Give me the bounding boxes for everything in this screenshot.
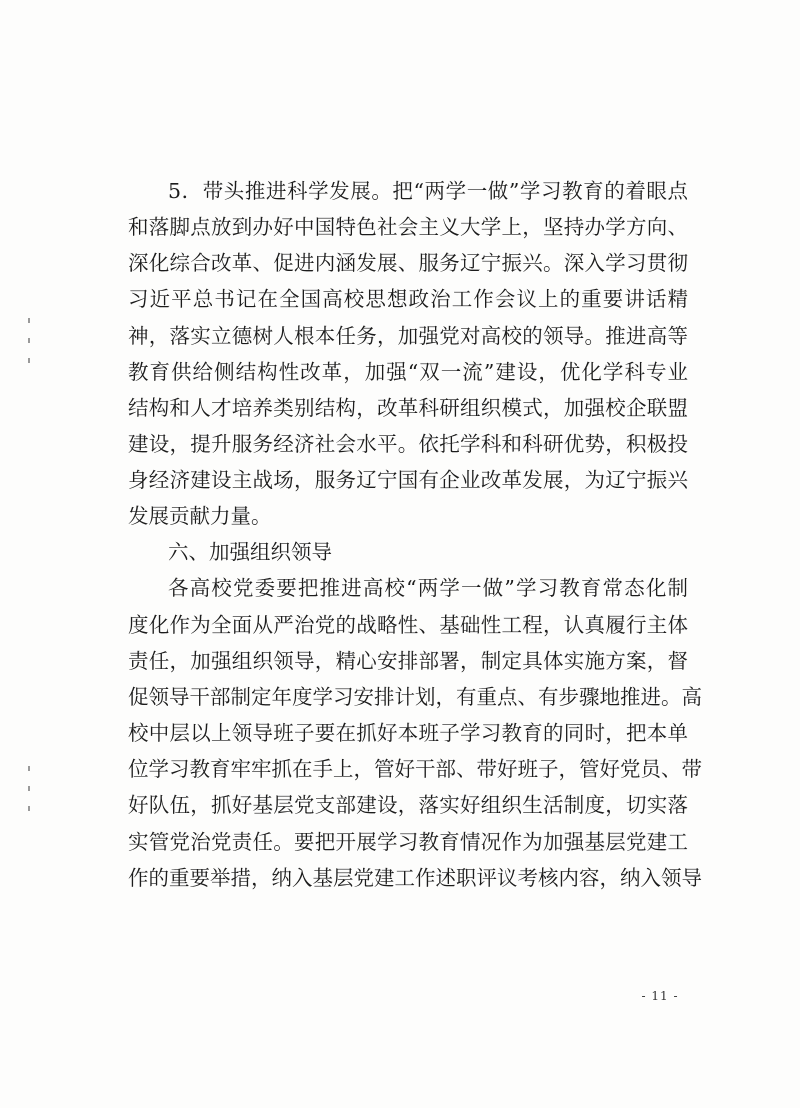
scan-mark bbox=[28, 806, 30, 811]
scan-mark bbox=[28, 338, 30, 343]
paragraph-line: 教育供给侧结构性改革，加强“双一流”建设，优化学科专业 bbox=[128, 360, 688, 384]
scan-mark bbox=[28, 318, 30, 323]
paragraph-line: 好队伍，抓好基层党支部建设，落实好组织生活制度，切实落 bbox=[128, 793, 688, 817]
paragraph-line: 和落脚点放到办好中国特色社会主义大学上，坚持办学方向、 bbox=[128, 215, 688, 239]
page-number: - 11 - bbox=[641, 989, 679, 1003]
paragraph-line: 校中层以上领导班子要在抓好本班子学习教育的同时，把本单 bbox=[128, 721, 688, 745]
scan-mark bbox=[28, 786, 30, 791]
paragraph-line: 5．带头推进科学发展。把“两学一做”学习教育的着眼点 bbox=[168, 179, 688, 203]
paragraph-line: 习近平总书记在全国高校思想政治工作会议上的重要讲话精 bbox=[128, 287, 688, 311]
paragraph-line: 实管党治党责任。要把开展学习教育情况作为加强基层党建工 bbox=[128, 830, 688, 854]
scan-mark bbox=[28, 766, 30, 771]
paragraph-line: 发展贡献力量。 bbox=[128, 504, 272, 528]
paragraph-line: 责任，加强组织领导，精心安排部署，制定具体实施方案，督 bbox=[128, 649, 688, 673]
paragraph-line: 结构和人才培养类别结构，改革科研组织模式，加强校企联盟 bbox=[128, 396, 688, 420]
paragraph-line: 度化作为全面从严治党的战略性、基础性工程，认真履行主体 bbox=[128, 613, 688, 637]
paragraph-line: 建设，提升服务经济社会水平。依托学科和科研优势，积极投 bbox=[128, 432, 688, 456]
paragraph-line: 作的重要举措，纳入基层党建工作述职评议考核内容，纳入领导 bbox=[128, 866, 702, 890]
paragraph-line: 神，落实立德树人根本任务，加强党对高校的领导。推进高等 bbox=[128, 324, 688, 348]
paragraph-line: 位学习教育牢牢抓在手上，管好干部、带好班子，管好党员、带 bbox=[128, 757, 702, 781]
scan-mark bbox=[28, 358, 30, 363]
paragraph-line: 促领导干部制定年度学习安排计划，有重点、有步骤地推进。高 bbox=[128, 685, 702, 709]
paragraph-line: 深化综合改革、促进内涵发展、服务辽宁振兴。深入学习贯彻 bbox=[128, 251, 688, 275]
paragraph-line: 各高校党委要把推进高校“两学一做”学习教育常态化制 bbox=[168, 576, 688, 600]
paragraph-line: 身经济建设主战场，服务辽宁国有企业改革发展，为辽宁振兴 bbox=[128, 468, 688, 492]
section-heading: 六、加强组织领导 bbox=[168, 540, 332, 564]
